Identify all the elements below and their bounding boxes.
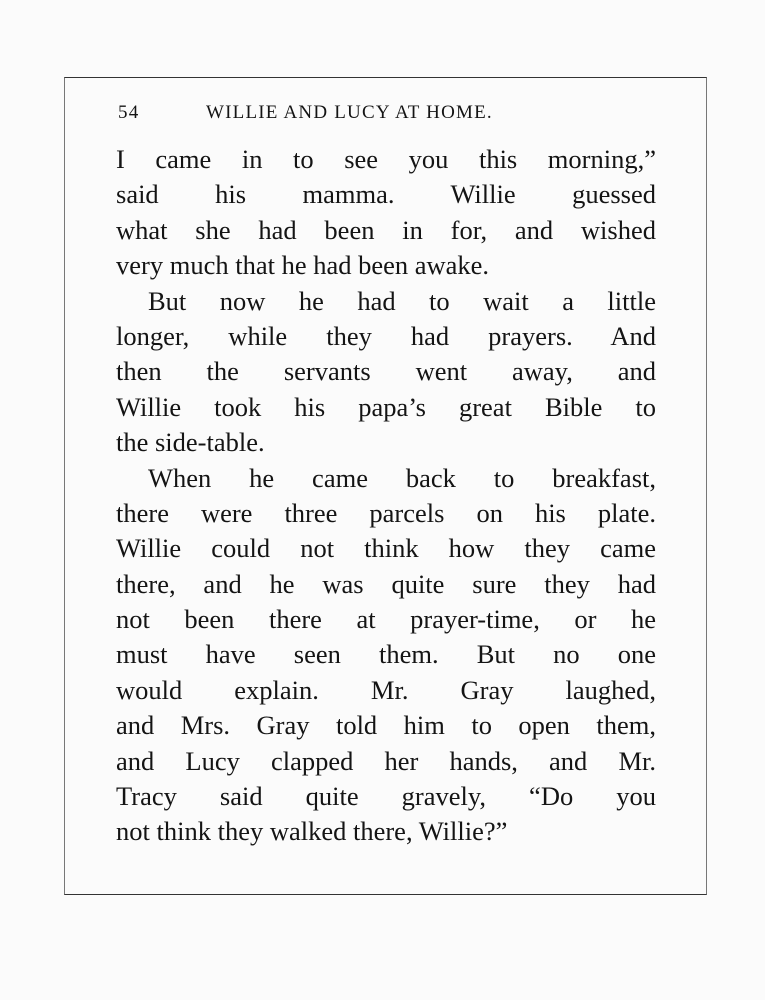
text-line: Willie took his papa’s great Bible to — [116, 391, 656, 422]
text-line: not been there at prayer-time, or he — [116, 604, 656, 635]
text-line: would explain. Mr. Gray laughed, — [116, 674, 656, 705]
text-line: very much that he had been awake. — [116, 250, 490, 281]
text-line: then the servants went away, and — [116, 356, 656, 387]
text-line: longer, while they had prayers. And — [116, 320, 656, 351]
text-line: must have seen them. But no one — [116, 639, 656, 670]
text-line: I came in to see you this morning,” — [116, 144, 656, 174]
text-line: what she had been in for, and wished — [116, 214, 656, 245]
text-line: said his mamma. Willie guessed — [116, 179, 656, 210]
text-line: Willie could not think how they came — [116, 533, 656, 564]
text-line: the side-table. — [116, 427, 265, 458]
body-text — [116, 142, 656, 850]
page-number: 54 — [118, 102, 140, 123]
page-header — [118, 102, 658, 128]
text-line: But now he had to wait a little — [148, 285, 656, 316]
text-line: and Lucy clapped her hands, and Mr. — [116, 745, 656, 776]
text-line: When he came back to breakfast, — [148, 462, 656, 493]
text-line: there, and he was quite sure they had — [116, 568, 656, 599]
text-line: there were three parcels on his plate. — [116, 497, 656, 528]
text-line: not think they walked there, Willie?” — [116, 816, 508, 847]
text-line: Tracy said quite gravely, “Do you — [116, 781, 656, 812]
text-line: and Mrs. Gray told him to open them, — [116, 710, 656, 741]
running-head: WILLIE AND LUCY AT HOME. — [206, 102, 493, 123]
